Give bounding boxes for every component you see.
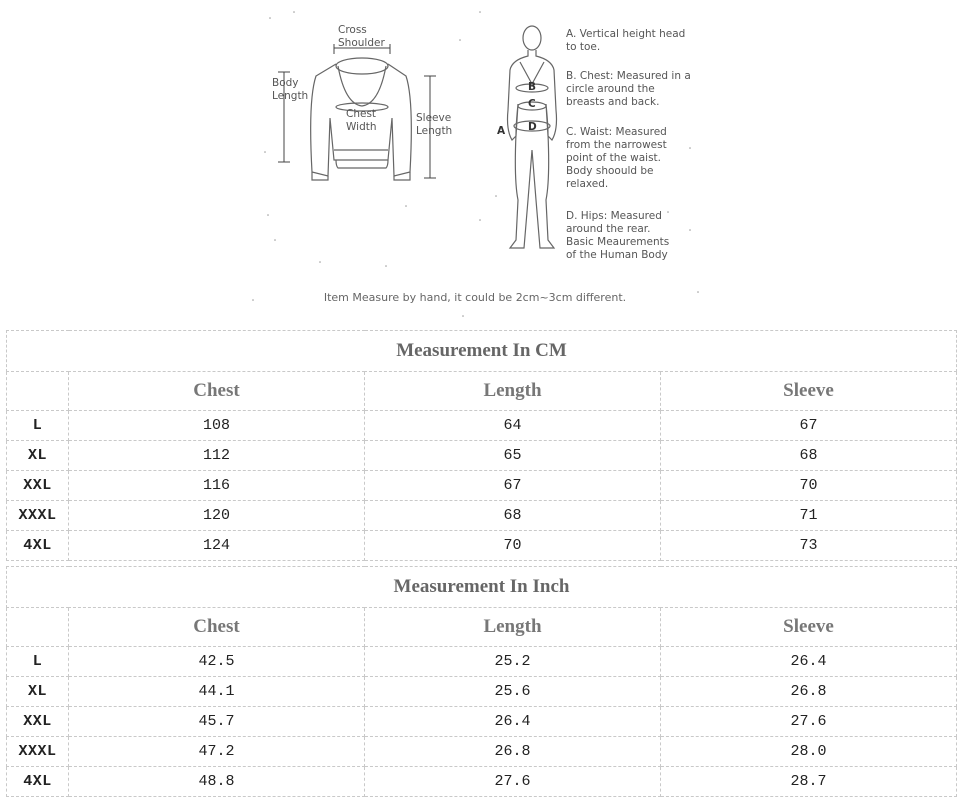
chest-cell: 45.7 [69, 707, 365, 737]
note-b: B. Chest: Measured in a circle around the breasts and back. [566, 70, 691, 108]
length-cell: 70 [365, 531, 661, 561]
table-row [7, 471, 957, 501]
sleeve-cell: 26.8 [661, 677, 957, 707]
size-cell: XXXL [7, 737, 69, 767]
length-cell: 64 [365, 411, 661, 441]
header-chest: Chest [69, 608, 365, 647]
chest-cell: 124 [69, 531, 365, 561]
sleeve-cell: 28.7 [661, 767, 957, 797]
header-length: Length [365, 608, 661, 647]
body-figure-drawing [508, 26, 557, 248]
header-chest: Chest [69, 372, 365, 411]
chest-width-label: Chest Width [346, 108, 377, 133]
table-title: Measurement In CM [7, 331, 957, 372]
length-cell: 68 [365, 501, 661, 531]
table-title: Measurement In Inch [7, 567, 957, 608]
size-table-inch [6, 566, 957, 797]
sleeve-cell: 26.4 [661, 647, 957, 677]
length-cell: 25.6 [365, 677, 661, 707]
marker-b: B [528, 81, 537, 93]
body-length-label: Body Length [272, 77, 309, 102]
chest-cell: 108 [69, 411, 365, 441]
table-row [7, 501, 957, 531]
header-length: Length [365, 372, 661, 411]
sleeve-cell: 67 [661, 411, 957, 441]
sleeve-length-label: Sleeve Length [416, 112, 453, 137]
length-cell: 26.4 [365, 707, 661, 737]
table-row [7, 411, 957, 441]
diagram-illustration [0, 0, 962, 330]
length-cell: 25.2 [365, 647, 661, 677]
sleeve-cell: 71 [661, 501, 957, 531]
size-cell: 4XL [7, 767, 69, 797]
table-row [7, 441, 957, 471]
header-sleeve: Sleeve [661, 372, 957, 411]
chest-cell: 120 [69, 501, 365, 531]
size-cell: XL [7, 441, 69, 471]
header-blank [7, 608, 69, 647]
sleeve-cell: 70 [661, 471, 957, 501]
chest-cell: 47.2 [69, 737, 365, 767]
size-cell: L [7, 647, 69, 677]
note-c: C. Waist: Measured from the narrowest point of the waist. Body shoould be relaxed. [566, 126, 667, 190]
table-row [7, 737, 957, 767]
header-blank [7, 372, 69, 411]
size-cell: XXL [7, 471, 69, 501]
size-cell: XXL [7, 707, 69, 737]
sleeve-cell: 27.6 [661, 707, 957, 737]
table-row [7, 677, 957, 707]
length-cell: 26.8 [365, 737, 661, 767]
length-cell: 67 [365, 471, 661, 501]
sleeve-cell: 68 [661, 441, 957, 471]
length-cell: 65 [365, 441, 661, 471]
note-a: A. Vertical height head to toe. [566, 28, 686, 53]
chest-cell: 44.1 [69, 677, 365, 707]
chest-cell: 112 [69, 441, 365, 471]
table-row [7, 647, 957, 677]
note-d: D. Hips: Measured around the rear. Basic Meaurements of the Human Body [566, 210, 670, 261]
table-row [7, 707, 957, 737]
sleeve-cell: 28.0 [661, 737, 957, 767]
table-row [7, 767, 957, 797]
chest-cell: 42.5 [69, 647, 365, 677]
measure-footnote: Item Measure by hand, it could be 2cm~3cm different. [323, 291, 627, 304]
marker-c: C [528, 98, 536, 110]
measurement-diagram [0, 0, 962, 330]
marker-d: D [528, 121, 537, 133]
length-cell: 27.6 [365, 767, 661, 797]
table-row [7, 531, 957, 561]
size-cell: XXXL [7, 501, 69, 531]
size-cell: L [7, 411, 69, 441]
size-cell: XL [7, 677, 69, 707]
chest-cell: 48.8 [69, 767, 365, 797]
chest-cell: 116 [69, 471, 365, 501]
header-sleeve: Sleeve [661, 608, 957, 647]
size-cell: 4XL [7, 531, 69, 561]
size-table-cm [6, 330, 957, 561]
cross-shoulder-label: Cross Shoulder [338, 24, 385, 49]
marker-a: A [497, 125, 506, 137]
sleeve-cell: 73 [661, 531, 957, 561]
